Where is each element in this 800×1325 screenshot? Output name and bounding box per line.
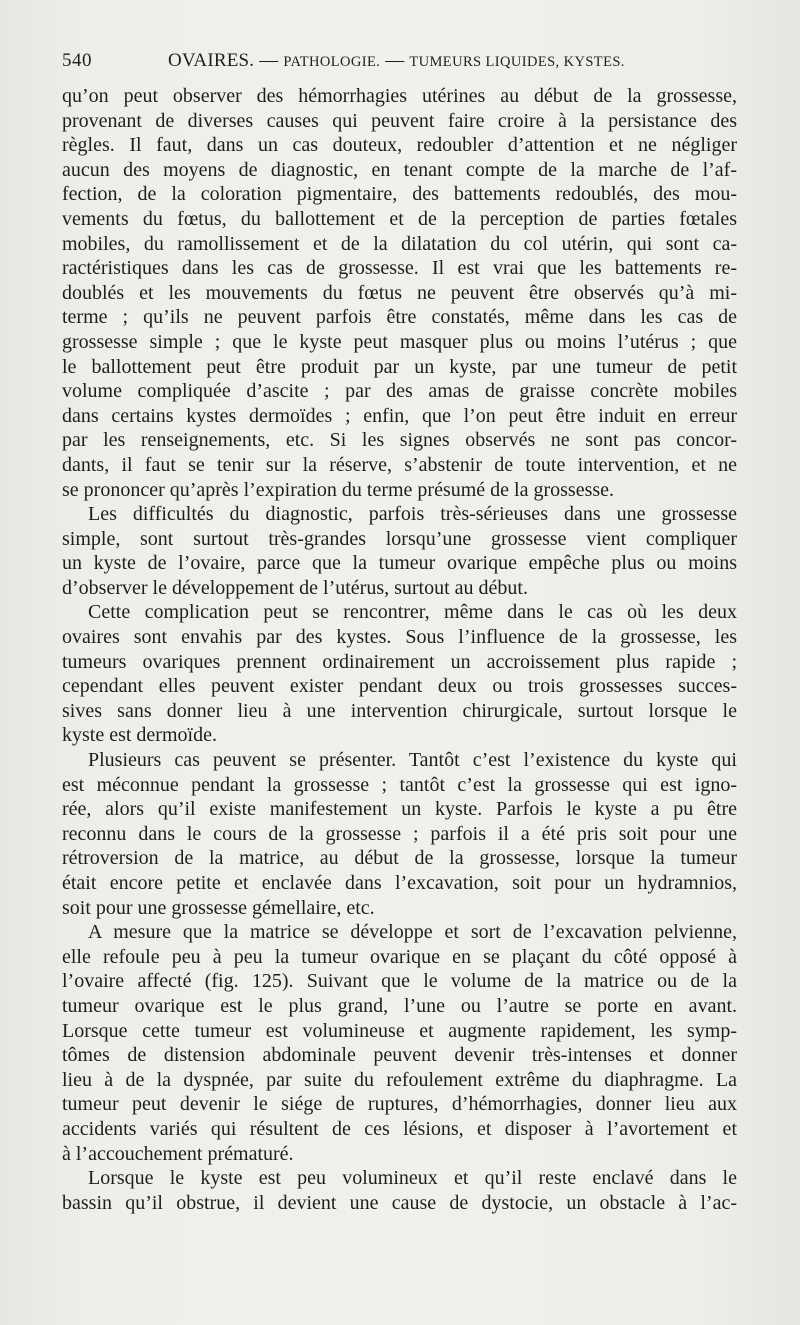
text-line: A mesure que la matrice se développe et sort de l’excavation pelvienne, bbox=[88, 921, 737, 944]
body-text bbox=[62, 84, 737, 1215]
text-line: Lorsque le kyste est peu volumineux et qu’il reste enclavé dans le bbox=[88, 1167, 737, 1190]
text-line: bassin qu’il obstrue, il devient une cause de dystocie, un obstacle à l’ac- bbox=[62, 1191, 737, 1214]
text-line: volume compliquée d’ascite ; par des amas de graisse concrète mobiles bbox=[62, 380, 737, 403]
page-number: 540 bbox=[62, 50, 92, 71]
paragraph bbox=[62, 84, 737, 502]
text-line: lieu à de la dyspnée, par suite du refoulement extrême du diaphragme. La bbox=[62, 1068, 737, 1091]
text-line: Lorsque cette tumeur est volumineuse et augmente rapidement, les symp- bbox=[62, 1019, 737, 1042]
chapter-title: OVAIRES. bbox=[168, 50, 255, 71]
text-line: grossesse simple ; que le kyste peut masquer plus ou moins l’utérus ; que bbox=[62, 330, 737, 353]
text-line: Plusieurs cas peuvent se présenter. Tantôt c’est l’existence du kyste qui bbox=[88, 749, 737, 772]
text-line: d’observer le développement de l’utérus, surtout au début. bbox=[62, 576, 528, 599]
text-line: elle refoule peu à peu la tumeur ovarique en se plaçant du côté opposé à bbox=[62, 945, 737, 968]
section-title: PATHOLOGIE. bbox=[283, 54, 381, 70]
text-line: le ballottement peut être produit par un kyste, par une tumeur de petit bbox=[62, 355, 737, 378]
text-line: est méconnue pendant la grossesse ; tantôt c’est la grossesse qui est igno- bbox=[62, 773, 737, 796]
running-head bbox=[168, 50, 625, 72]
text-line: tumeurs ovariques prennent ordinairement un accroissement plus rapide ; bbox=[62, 650, 737, 673]
text-line: rétroversion de la matrice, au début de la grossesse, lorsque la tumeur bbox=[62, 847, 737, 870]
text-line: tumeur ovarique est le plus grand, l’une ou l’autre se porte en avant. bbox=[62, 994, 737, 1017]
paragraph bbox=[62, 920, 737, 1166]
paragraph bbox=[62, 502, 737, 600]
paragraph bbox=[62, 748, 737, 920]
text-line: simple, sont surtout très-grandes lorsqu’une grossesse vient compliquer bbox=[62, 527, 737, 550]
text-line: terme ; qu’ils ne peuvent parfois être constatés, même dans les cas de bbox=[62, 306, 737, 329]
header-separator: — bbox=[380, 50, 410, 71]
text-line: par les renseignements, etc. Si les signes observés ne sont pas concor- bbox=[62, 429, 737, 452]
text-line: un kyste de l’ovaire, parce que la tumeur ovarique empêche plus ou moins bbox=[62, 552, 737, 575]
text-line: qu’on peut observer des hémorrhagies utérines au début de la grossesse, bbox=[62, 85, 737, 107]
paragraph bbox=[62, 1166, 737, 1215]
text-line: reconnu dans le cours de la grossesse ; parfois il a été pris soit pour une bbox=[62, 822, 737, 845]
running-header bbox=[62, 50, 742, 74]
text-line: Les difficultés du diagnostic, parfois très-sérieuses dans une grossesse bbox=[88, 503, 737, 526]
paragraph bbox=[62, 600, 737, 748]
text-line: vements du fœtus, du ballottement et de la perception de parties fœtales bbox=[62, 207, 737, 230]
text-line: ractéristiques dans les cas de grossesse. Il est vrai que les battements re- bbox=[62, 257, 737, 280]
text-line: ovaires sont envahis par des kystes. Sous l’influence de la grossesse, les bbox=[62, 626, 737, 649]
text-line: l’ovaire affecté (fig. 125). Suivant que le volume de la matrice ou de la bbox=[62, 970, 737, 993]
text-line: accidents variés qui résultent de ces lésions, et disposer à l’avortement et bbox=[62, 1117, 737, 1140]
text-line: kyste est dermoïde. bbox=[62, 724, 217, 747]
text-line: doublés et les mouvements du fœtus ne peuvent être observés qu’à mi- bbox=[62, 281, 737, 304]
text-line: soit pour une grossesse gémellaire, etc. bbox=[62, 896, 375, 919]
text-line: rée, alors qu’il existe manifestement un kyste. Parfois le kyste a pu être bbox=[62, 798, 737, 821]
text-line: dants, il faut se tenir sur la réserve, s’abstenir de toute intervention, et ne bbox=[62, 453, 737, 476]
text-line: se prononcer qu’après l’expiration du terme présumé de la grossesse. bbox=[62, 478, 615, 501]
text-line: mobiles, du ramollissement et de la dilatation du col utérin, qui sont ca- bbox=[62, 232, 737, 255]
text-line: cependant elles peuvent exister pendant deux ou trois grossesses succes- bbox=[62, 675, 737, 698]
subsection-title: TUMEURS LIQUIDES, KYSTES. bbox=[409, 54, 625, 70]
text-line: fection, de la coloration pigmentaire, des battements redoublés, des mou- bbox=[62, 183, 737, 206]
text-line: dans certains kystes dermoïdes ; enfin, que l’on peut être induit en erreur bbox=[62, 404, 737, 427]
header-separator: — bbox=[254, 50, 284, 71]
text-line: tômes de distension abdominale peuvent devenir très-intenses et donner bbox=[62, 1044, 737, 1067]
text-line: provenant de diverses causes qui peuvent faire croire à la persistance des bbox=[62, 109, 737, 132]
text-line: à l’accouchement prématuré. bbox=[62, 1142, 294, 1165]
text-line: règles. Il faut, dans un cas douteux, redoubler d’attention et ne négliger bbox=[62, 134, 737, 157]
text-line: tumeur peut devenir le siége de ruptures, d’hémorrhagies, donner lieu aux bbox=[62, 1093, 737, 1116]
text-line: sives sans donner lieu à une intervention chirurgicale, surtout lorsque le bbox=[62, 699, 737, 722]
text-line: était encore petite et enclavée dans l’excavation, soit pour un hydramnios, bbox=[62, 872, 737, 894]
text-line: aucun des moyens de diagnostic, en tenant compte de la marche de l’af- bbox=[62, 158, 737, 181]
text-line: Cette complication peut se rencontrer, même dans le cas où les deux bbox=[88, 601, 737, 624]
